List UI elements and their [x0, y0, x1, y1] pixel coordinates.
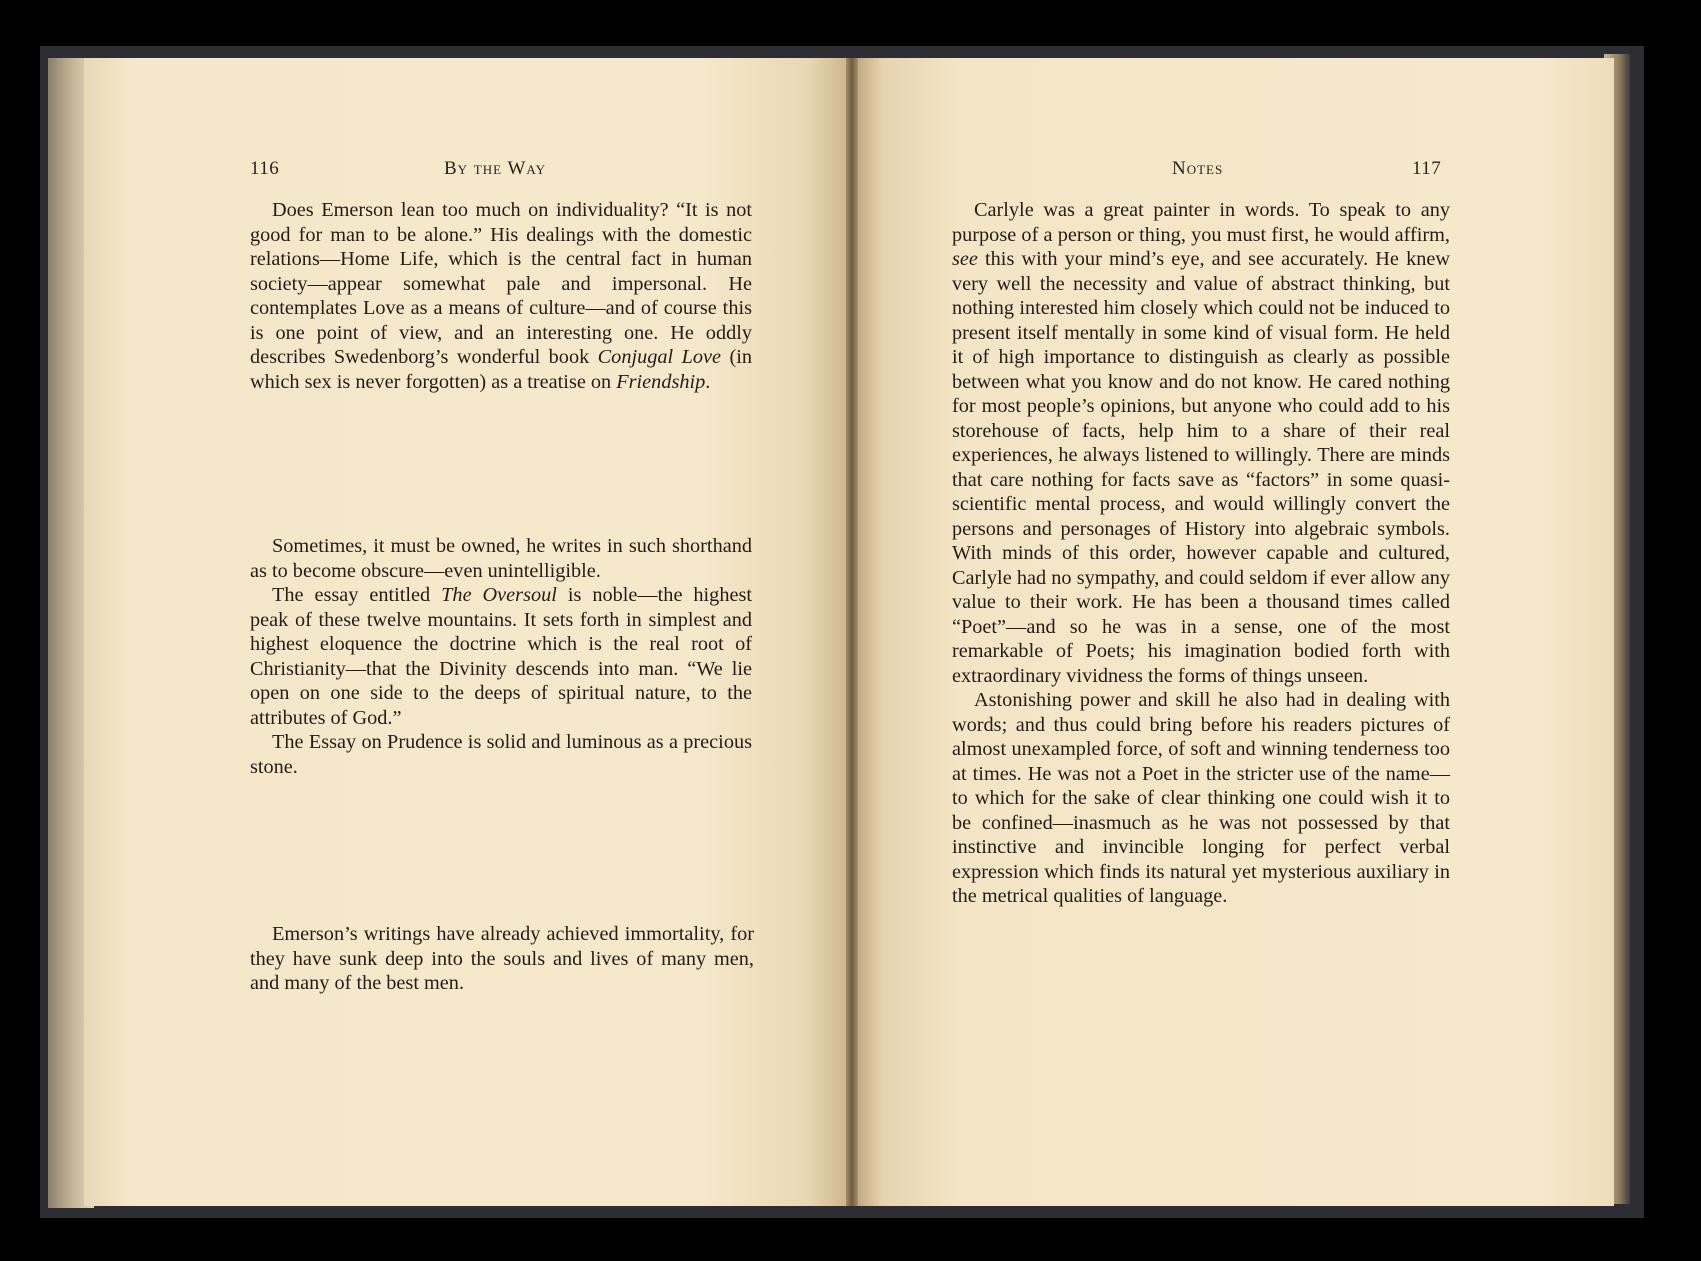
book-gutter [846, 58, 858, 1206]
left-p1-text-c: . [705, 370, 711, 393]
right-p1-text-b: this with your mind’s eye, and see accurately. He knew very well the necessity and value of abstract thinking, but nothing interested him closely which could not be induced to present itself mentally in some kind of visual form. He held it of high importance to distinguish as clearly as possible between what you know and do not know. He cared nothing for most people’s opinions, but anyone who could add to his storehouse of facts, help him to a share of their real experiences, he always listened to willingly. There are minds that care nothing for facts save as “factors” in some quasi-scientific mental process, and would willingly convert the persons and personages of History into algebraic symbols. With minds of this order, however capable and cultured, Carlyle had no sympathy, and could seldom if ever allow any value to their work. He has been a thousand times called “Poet”—and so he was in a sense, one of the most remarkable of Poets; his imagination bodied forth with extraordinary vividness the forms of things unseen. [952, 248, 1450, 687]
left-running-head: By the Way [444, 158, 547, 179]
left-p5-text: Emerson’s writings have already achieved immortality, for they have sunk deep into the souls and lives of many men, and many of the best men. [250, 923, 754, 994]
left-paragraph-1 [250, 198, 752, 394]
left-paragraph-2 [250, 534, 752, 779]
left-paragraph-5 [250, 922, 754, 996]
left-p1-text-a: Does Emerson lean too much on individuality? “It is not good for man to be alone.” His dealings with the domestic relations—Home Life, which is the central fact in human society—appear somewhat pale and impersonal. He contemplates Love as a means of culture—and of course this is one point of view, and an interesting one. He oddly describes Swedenborg’s wonderful book [250, 199, 752, 368]
left-p3-text-b: is noble—the highest peak of these twelve mountains. It sets forth in simplest and highest eloquence the doctrine which is the real root of Christianity—that the Divinity descends into man. “We lie open on one side to the deeps of spiritual nature, to the attributes of God.” [250, 584, 752, 729]
right-p2-text: Astonishing power and skill he also had in dealing with words; and thus could bring before his readers pictures of almost unexampled force, of soft and winning tenderness too at times. He was not a Poet in the stricter use of the name—to which for the sake of clear thinking one could wish it to be confined—inasmuch as he was not possessed by that instinctive and invincible longing for perfect verbal expression which finds its natural yet mysterious auxiliary in the metrical qualities of language. [952, 689, 1450, 907]
right-page-number: 117 [1412, 158, 1442, 179]
right-p1-text-a: Carlyle was a great painter in words. To speak to any purpose of a person or thing, you must first, he would affirm, [952, 199, 1450, 246]
right-page-body [952, 198, 1450, 909]
left-p3-essay-title: The Oversoul [441, 584, 557, 606]
left-p1-text-b: (in which sex is never forgotten) as a treatise on [250, 346, 752, 393]
left-p3-text-a: The essay entitled [272, 584, 442, 606]
left-p1-friendship: Friendship [616, 370, 706, 393]
right-running-head: Notes [1172, 158, 1224, 179]
left-p2-text: Sometimes, it must be owned, he writes in such shorthand as to become obscure—even unintelligible. [250, 535, 752, 582]
left-page-number: 116 [250, 158, 280, 179]
left-p1-book-title: Conjugal Love [597, 346, 722, 368]
right-p1-see: see [952, 248, 978, 270]
left-p4-text: The Essay on Prudence is solid and luminous as a precious stone. [250, 731, 752, 778]
